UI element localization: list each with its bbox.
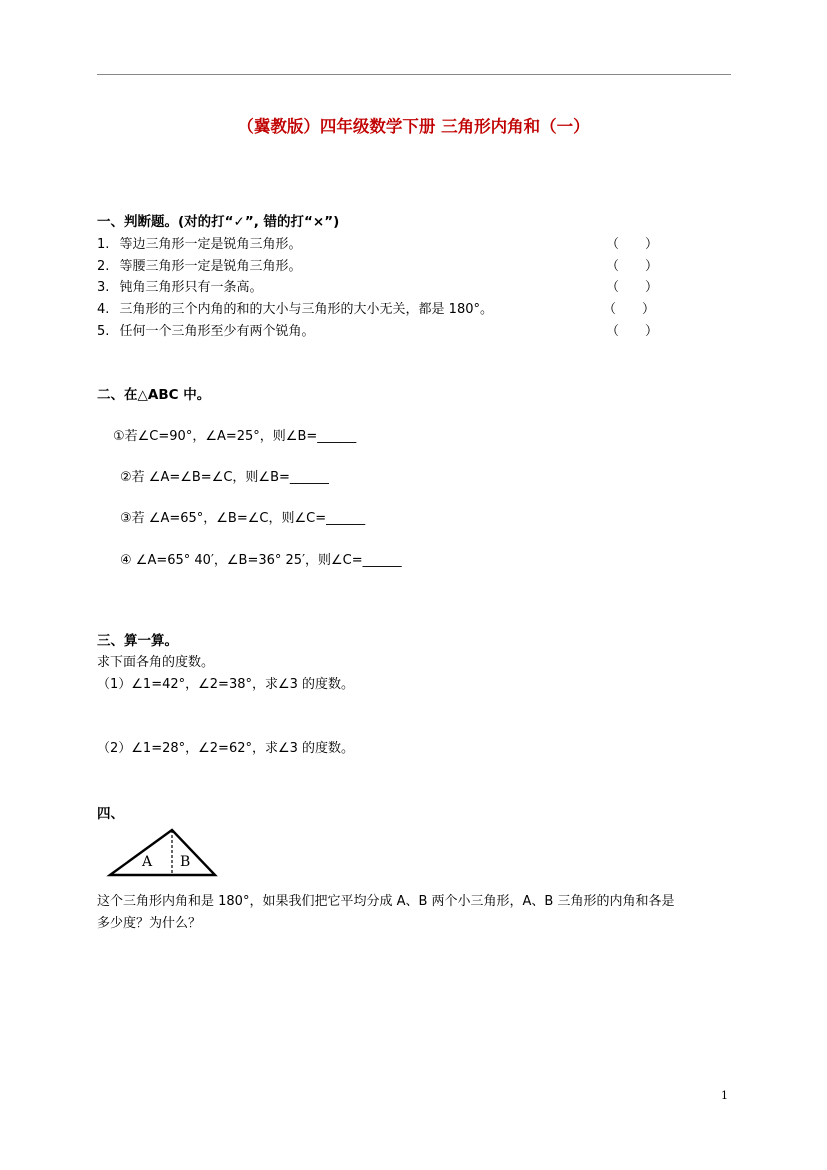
calc-question-2: （2）∠1=28°，∠2=62°，求∠3 的度数。 — [97, 741, 355, 756]
item-number: 2. — [97, 259, 110, 274]
triangle-outline — [110, 830, 215, 875]
judge-item-3 — [97, 276, 263, 295]
item-number: 3. — [97, 280, 110, 295]
judge-item-1 — [97, 233, 302, 252]
answer-paren-5[interactable]: （ ） — [606, 324, 659, 339]
page-number: 1 — [721, 1089, 728, 1102]
triangle-question-2: ②若 ∠A=∠B=∠C，则∠B=______ — [120, 470, 329, 485]
item-number: 4. — [97, 302, 110, 317]
calc-question-1: （1）∠1=42°，∠2=38°，求∠3 的度数。 — [97, 677, 355, 692]
section1-heading: 一、判断题。(对的打“✓”, 错的打“×”) — [97, 214, 340, 230]
section4-heading: 四、 — [97, 806, 124, 822]
item-text: 钝角三角形只有一条高。 — [119, 280, 263, 295]
item-text: 任何一个三角形至少有两个锐角。 — [119, 324, 315, 339]
judge-item-2 — [97, 255, 302, 274]
page-title: （冀教版）四年级数学下册 三角形内角和（一） — [237, 117, 590, 136]
answer-paren-4[interactable]: （ ） — [603, 302, 656, 317]
item-number: 5. — [97, 324, 110, 339]
section3-heading: 三、算一算。 — [97, 633, 178, 649]
item-text: 三角形的三个内角的和的大小与三角形的大小无关，都是 180°。 — [119, 302, 493, 317]
triangle-question-1: ①若∠C=90°，∠A=25°，则∠B=______ — [113, 429, 357, 444]
item-number: 1. — [97, 237, 110, 252]
label-b: B — [180, 854, 191, 870]
label-a: A — [142, 854, 153, 870]
section4-question-line1: 这个三角形内角和是 180°，如果我们把它平均分成 A、B 两个小三角形，A、B 三角形的内角和各是 — [97, 894, 675, 909]
answer-paren-1[interactable]: （ ） — [606, 237, 659, 252]
section3-intro: 求下面各角的度数。 — [97, 655, 215, 670]
triangle-question-4: ④ ∠A=65° 40′，∠B=36° 25′，则∠C=______ — [120, 553, 402, 568]
divided-triangle-figure — [104, 826, 220, 880]
section2-heading: 二、在△ABC 中。 — [97, 387, 211, 403]
answer-paren-2[interactable]: （ ） — [606, 259, 659, 274]
judge-item-4 — [97, 298, 493, 317]
header-rule — [97, 74, 731, 75]
judge-item-5 — [97, 320, 315, 339]
section4-question-line2: 多少度？为什么？ — [97, 916, 202, 931]
item-text: 等腰三角形一定是锐角三角形。 — [119, 259, 302, 274]
triangle-question-3: ③若 ∠A=65°，∠B=∠C，则∠C=______ — [120, 511, 366, 526]
item-text: 等边三角形一定是锐角三角形。 — [119, 237, 302, 252]
answer-paren-3[interactable]: （ ） — [606, 280, 659, 295]
